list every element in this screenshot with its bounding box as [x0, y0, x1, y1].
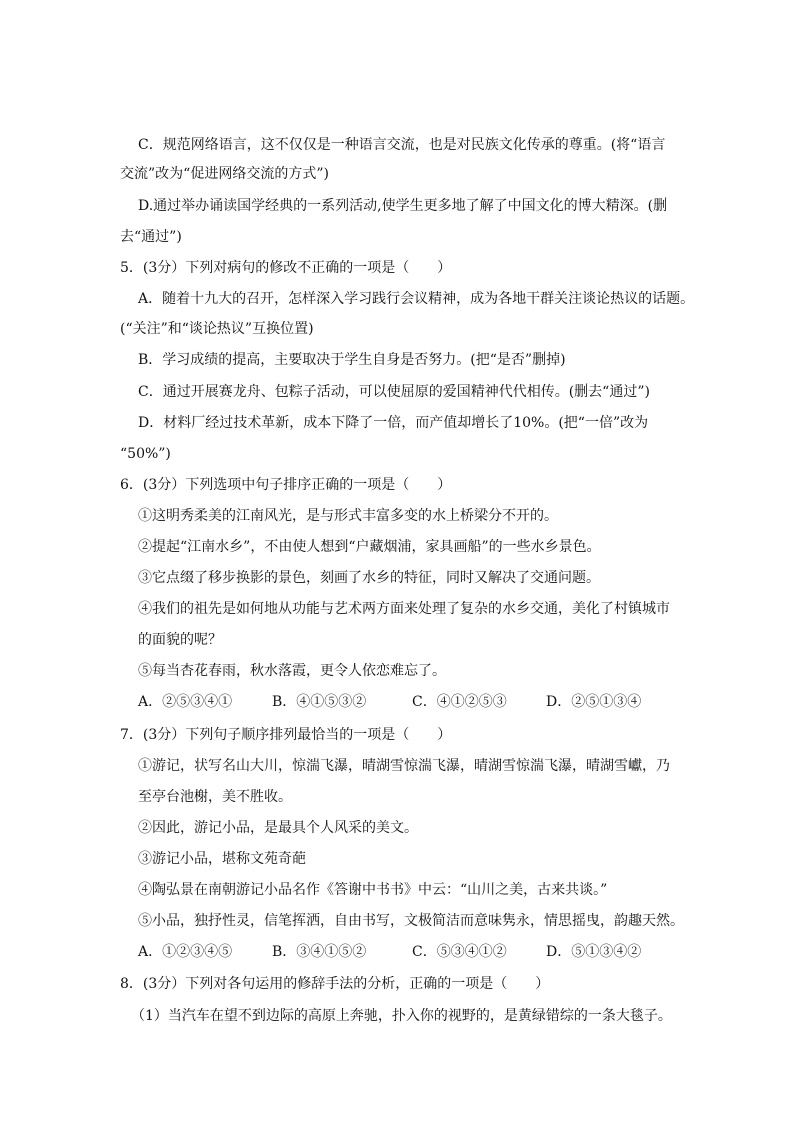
q4-option-c-line2: 交流”改为“促进网络交流的方式”) [120, 166, 329, 182]
q6-choice-a: A．②⑤③④① [138, 694, 233, 710]
q5-option-a-line2: (“关注”和“谈论热议”互换位置) [120, 321, 314, 337]
q4-option-d-line1: D.通过举办诵读国学经典的一系列活动,使学生更多地了解了中国文化的博大精深。(删 [138, 198, 668, 214]
q6-sentence-3: ③它点缀了移步换影的景色，刻画了水乡的特征，同时又解决了交通问题。 [138, 570, 600, 586]
q7-sentence-3: ③游记小品，堪称文苑奇葩 [138, 851, 306, 867]
q6-choice-d: D．②⑤①③④ [546, 694, 642, 710]
q6-sentence-4-line1: ④我们的祖先是如何地从功能与艺术两方面来处理了复杂的水乡交通，美化了村镇城市 [138, 601, 670, 617]
q7-stem: 7．(3分）下列句子顺序排列最恰当的一项是（ ） [120, 727, 452, 743]
q8-sentence-1: （1）当汽车在望不到边际的高原上奔驰，扑入你的视野的，是黄绿错综的一条大毯子。 [131, 1008, 672, 1024]
q5-stem: 5．(3分）下列对病句的修改不正确的一项是（ ） [120, 260, 452, 276]
q7-sentence-1-line2: 至亭台池榭，美不胜收。 [138, 789, 292, 805]
q7-sentence-5: ⑤小品，独抒性灵，信笔挥洒，自由书写，文极简洁而意味隽永，情思摇曳，韵趣天然。 [138, 913, 684, 929]
q6-sentence-4-line2: 的面貌的呢？ [138, 632, 222, 648]
q5-option-d-line2: “50%”) [120, 446, 171, 462]
q7-sentence-1-line1: ①游记，状写名山大川，惊湍飞瀑，晴湖雪惊湍飞瀑，晴湖雪惊湍飞瀑，晴湖雪巘，乃 [138, 758, 670, 774]
q7-choice-c: C．⑤③④①② [412, 944, 507, 960]
q6-choice-c: C．④①②⑤③ [412, 694, 507, 710]
q6-sentence-5: ⑤每当杏花春雨，秋水落霞，更令人依恋难忘了。 [138, 663, 446, 679]
q8-stem: 8．(3分）下列对各句运用的修辞手法的分析，正确的一项是（ ） [120, 976, 550, 992]
q7-choice-b: B．③④①⑤② [272, 944, 367, 960]
q4-option-c-line1: C．规范网络语言，这不仅仅是一种语言交流，也是对民族文化传承的尊重。(将“语言 [138, 137, 666, 153]
q5-option-d-line1: D．材料厂经过技术革新，成本下降了一倍，而产值却增长了10%。(把“一倍”改为 [138, 415, 649, 431]
q7-sentence-2: ②因此，游记小品，是最具个人风采的美文。 [138, 820, 418, 836]
q5-option-b: B．学习成绩的提高，主要取决于学生自身是否努力。(把“是否”删掉) [138, 352, 566, 368]
q7-choice-d: D．⑤①③④② [546, 944, 642, 960]
q6-sentence-1: ①这明秀柔美的江南风光，是与形式丰富多变的水上桥梁分不开的。 [138, 508, 558, 524]
q6-stem: 6．(3分）下列选项中句子排序正确的一项是（ ） [120, 477, 452, 493]
q6-sentence-2: ②提起“江南水乡”，不由使人想到“户藏烟浦，家具画船”的一些水乡景色。 [138, 539, 601, 555]
q6-choice-b: B．④①⑤③② [272, 694, 367, 710]
q5-option-a-line1: A．随着十九大的召开，怎样深入学习践行会议精神，成为各地干群关注谈论热议的话题。 [138, 291, 695, 307]
q7-choice-a: A．①②③④⑤ [138, 944, 233, 960]
q5-option-c: C．通过开展赛龙舟、包粽子活动，可以使屈原的爱国精神代代相传。(删去“通过”) [138, 384, 650, 400]
q4-option-d-line2: 去“通过”) [120, 229, 182, 245]
q7-sentence-4: ④陶弘景在南朝游记小品名作《答谢中书书》中云：“山川之美，古来共谈。” [138, 882, 608, 898]
